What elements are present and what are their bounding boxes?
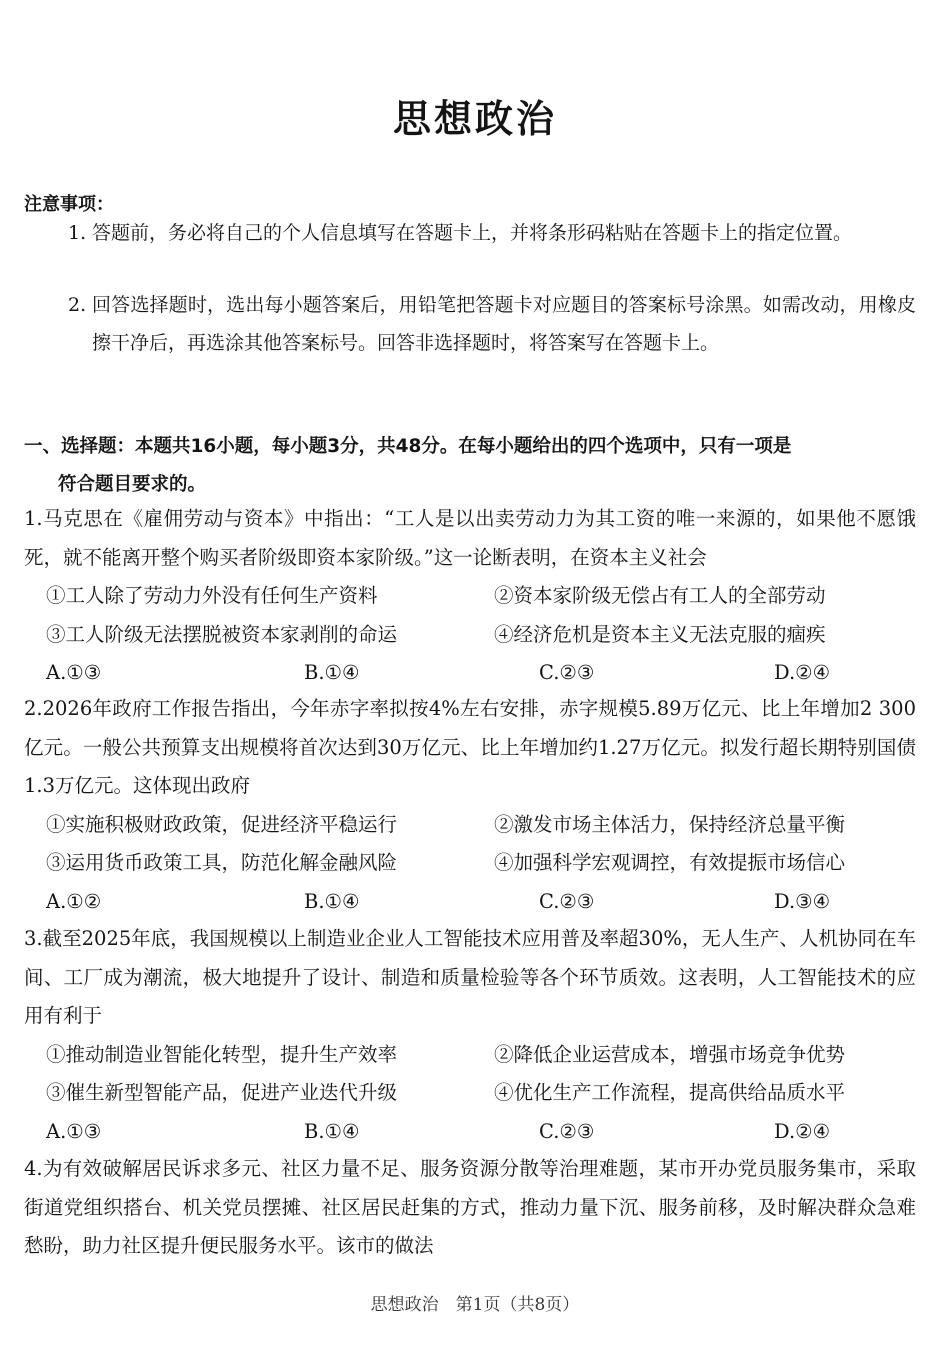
question-2 [24,690,916,921]
answer-a: A.①② [46,889,102,913]
section-heading-line: 一、选择题：本题共16小题，每小题3分，共48分。在每小题给出的四个选项中，只有一项是 [24,436,792,457]
question-3 [24,920,916,1151]
option-1: ①工人除了劳动力外没有任何生产资料 [46,584,378,607]
option-row [24,1036,916,1075]
option-1: ①推动制造业智能化转型，提升生产效率 [46,1042,398,1066]
option-4: ④优化生产工作流程，提高供给品质水平 [494,1081,846,1104]
option-3: ③催生新型智能产品，促进产业迭代升级 [46,1081,398,1104]
page-footer: 思想政治 第1页（共8页） [370,1295,580,1315]
notice-item-text: 回答选择题时，选出每小题答案后，用铅笔把答题卡对应题目的答案标号涂黑。如需改动，用橡皮擦干净后，再选涂其他答案标号。回答非选择题时，将答案写在答题卡上。 [92,294,916,354]
option-row [24,616,916,655]
option-3: ③工人阶级无法摆脱被资本家剥削的命运 [46,622,398,646]
question-stem: 3.截至2025年底，我国规模以上制造业企业人工智能技术应用普及率超30%，无人生产、人机协同在车间、工厂成为潮流，极大地提升了设计、制造和质量检验等各个环节质效。这表明，人工智能技术的应用有利于 [24,927,916,1027]
option-row [24,577,916,616]
option-1: ①实施积极财政政策，促进经济平稳运行 [46,812,398,836]
notice-item-number: 2. [68,294,87,316]
notice-item [68,214,916,252]
question-1 [24,500,916,693]
option-4: ④加强科学宏观调控，有效提振市场信心 [494,851,846,874]
option-2: ②降低企业运营成本，增强市场竞争优势 [494,1042,846,1066]
question-stem: 4.为有效破解居民诉求多元、社区力量不足、服务资源分散等治理难题，某市开办党员服务集市，采取街道党组织搭台、机关党员摆摊、社区居民赶集的方式，推动力量下沉、服务前移，及时解决群众急难愁盼，助力社区提升便民服务水平。该市的做法 [24,1157,916,1257]
question-stem: 2.2026年政府工作报告指出，今年赤字率拟按4%左右安排，赤字规模5.89万亿元、比上年增加2 300亿元。一般公共预算支出规模将首次达到30万亿元、比上年增加约1.27万亿元。拟发行超长期特别国债1.3万亿元。这体现出政府 [24,697,916,797]
notice-item-text: 答题前，务必将自己的个人信息填写在答题卡上，并将条形码粘贴在答题卡上的指定位置。 [92,222,853,244]
answer-d: D.②④ [774,1119,831,1143]
section-heading [24,428,918,504]
answer-b: B.①④ [304,889,360,913]
answer-c: C.②③ [539,1119,595,1143]
question-4 [24,1150,916,1266]
option-row [24,844,916,883]
notice-heading: 注意事项： [24,194,114,215]
answer-row [24,1113,916,1152]
section-heading-line: 符合题目要求的。 [58,474,207,495]
answer-a: A.①③ [46,1119,102,1143]
option-row [24,1074,916,1113]
answer-row [24,883,916,922]
option-4: ④经济危机是资本主义无法克服的痼疾 [494,622,826,646]
answer-row [24,654,916,693]
page-title: 思想政治 [392,97,557,141]
question-stem: 1.马克思在《雇佣劳动与资本》中指出：“工人是以出卖劳动力为其工资的唯一来源的，如果他不愿饿死，就不能离开整个购买者阶级即资本家阶级。”这一论断表明，在资本主义社会 [24,507,916,569]
answer-a: A.①③ [46,661,102,684]
option-3: ③运用货币政策工具，防范化解金融风险 [46,851,398,874]
option-2: ②资本家阶级无偿占有工人的全部劳动 [494,584,826,607]
notice-item [68,286,916,362]
option-row [24,806,916,845]
answer-b: B.①④ [304,1119,360,1143]
answer-d: D.③④ [774,889,831,913]
answer-d: D.②④ [774,661,831,684]
answer-c: C.②③ [539,889,595,913]
answer-c: C.②③ [539,661,595,684]
answer-b: B.①④ [304,661,360,684]
option-2: ②激发市场主体活力，保持经济总量平衡 [494,812,846,836]
notice-item-number: 1. [68,222,87,244]
